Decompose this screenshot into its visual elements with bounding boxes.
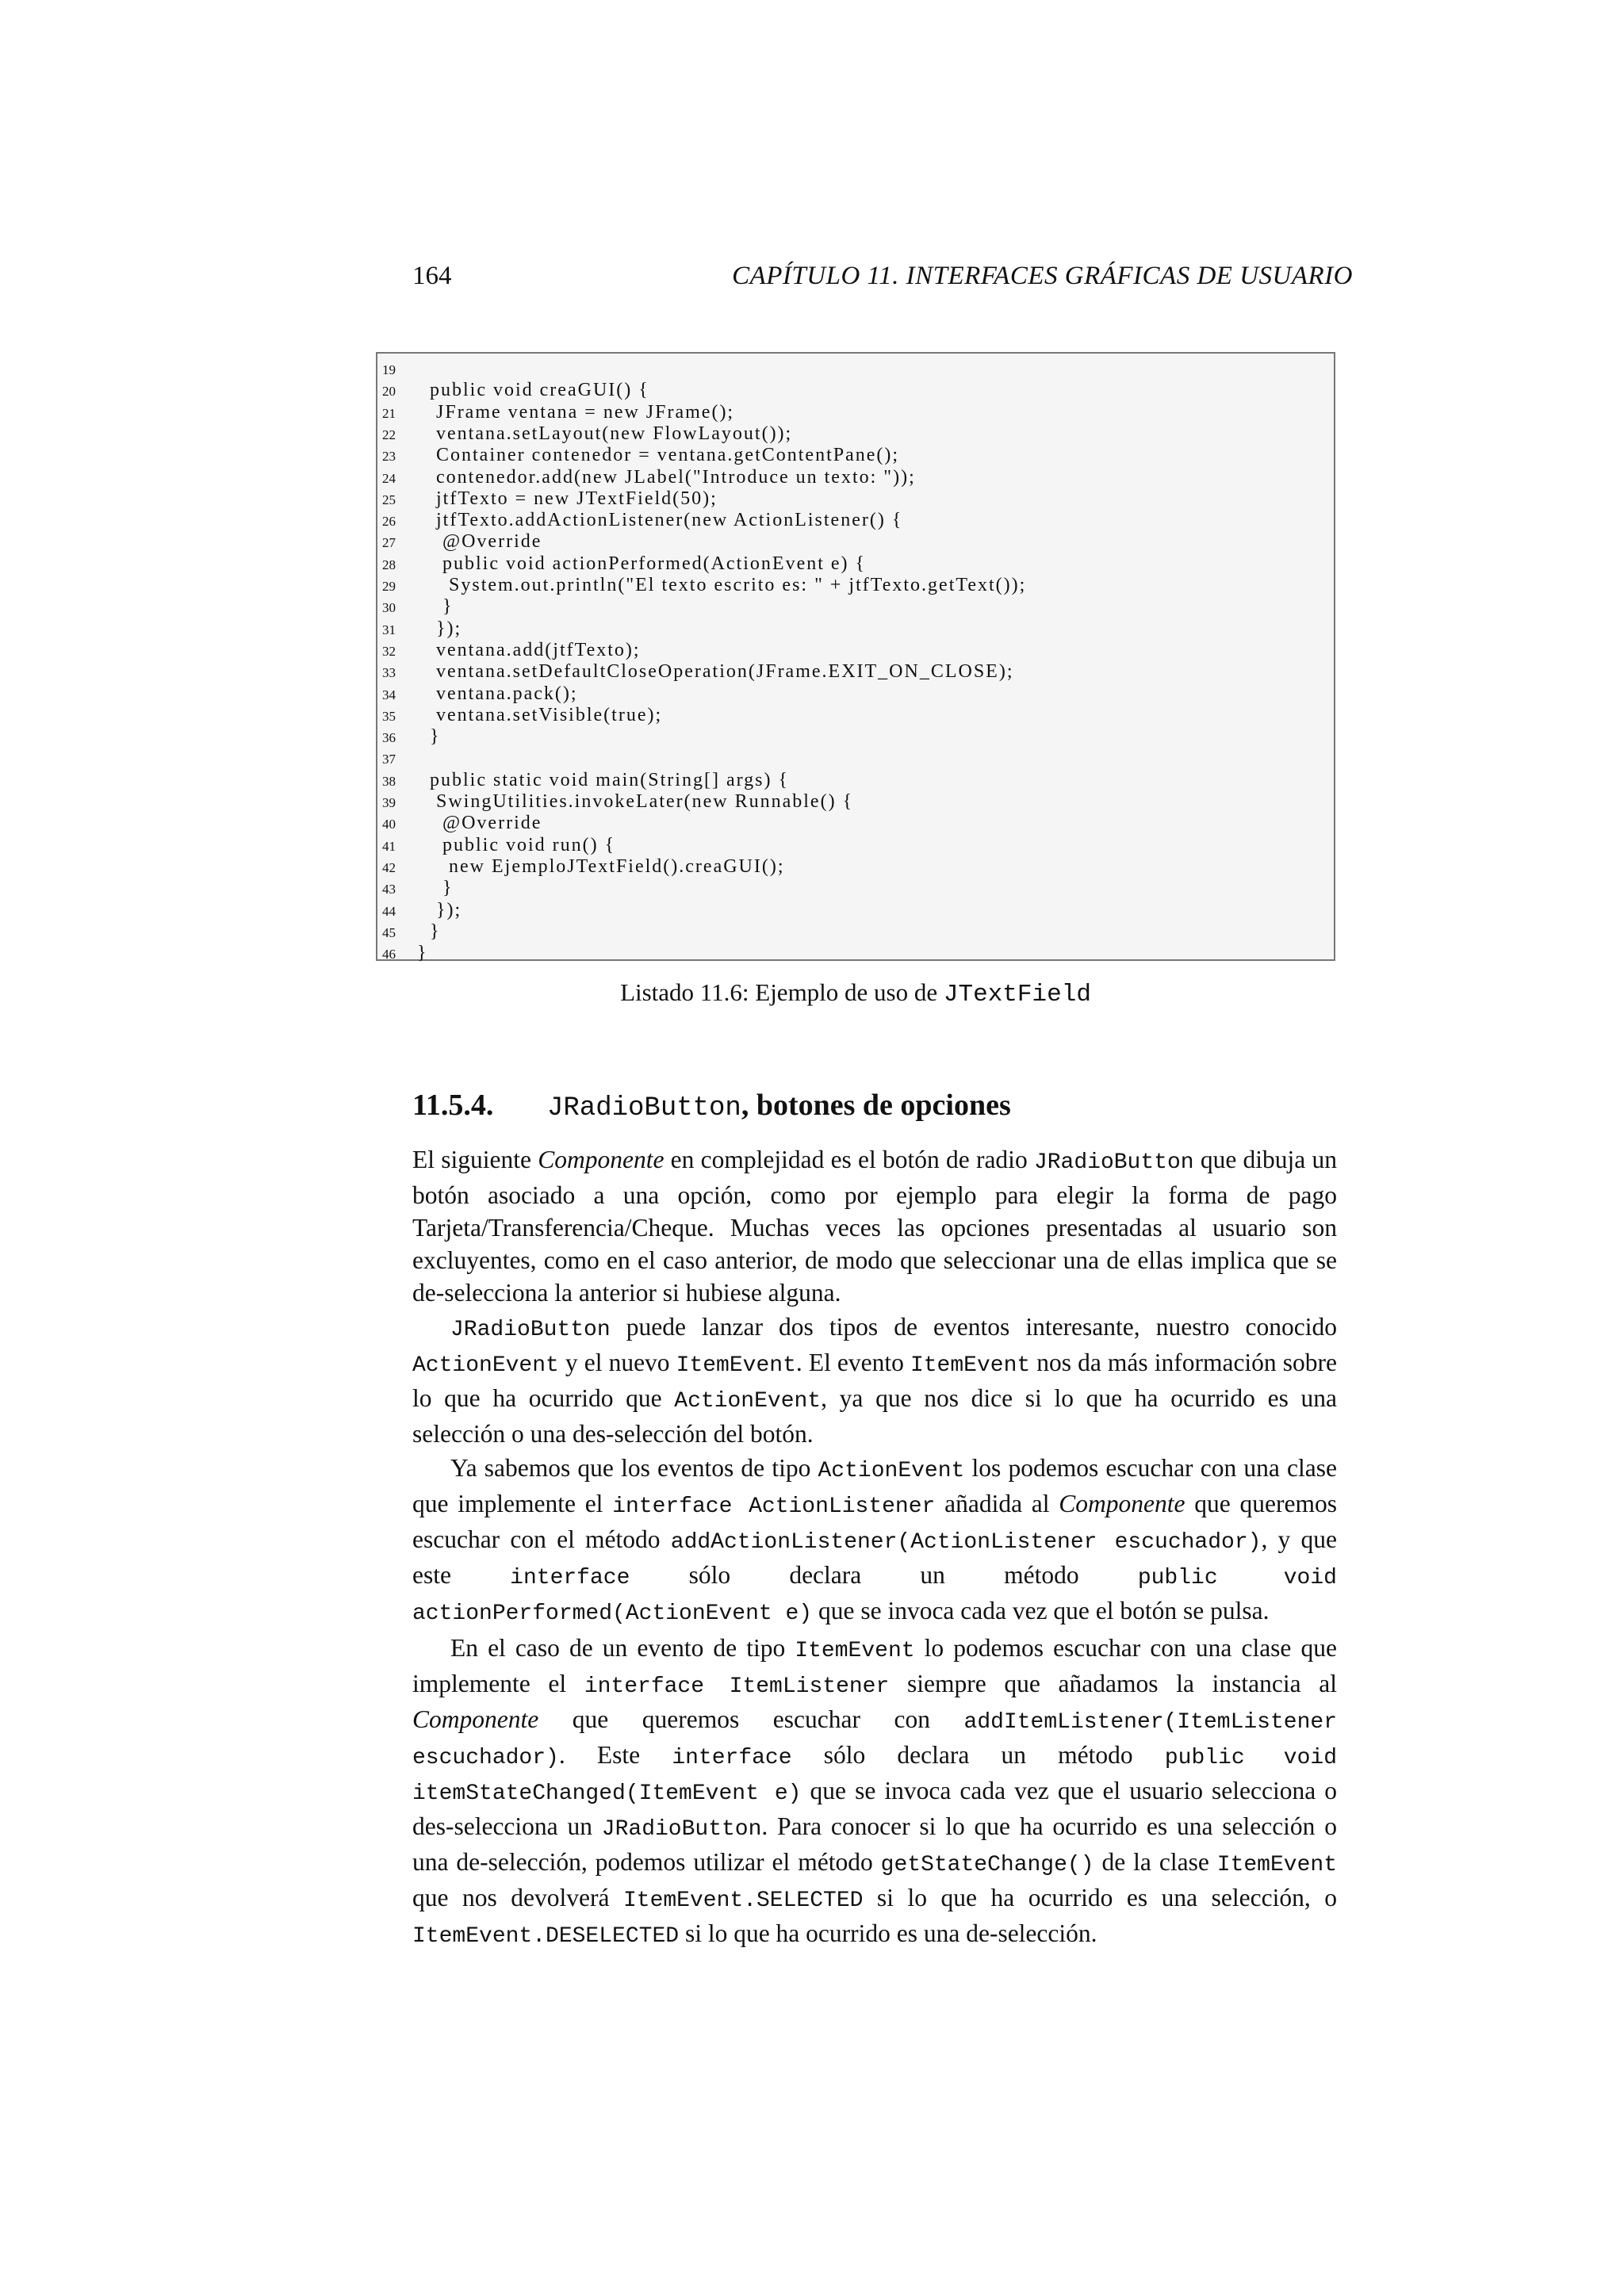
body-text xyxy=(412,1143,1337,1954)
code-text: } xyxy=(417,920,441,942)
inline-code: interface xyxy=(510,1566,630,1590)
inline-code: JRadioButton xyxy=(1033,1150,1194,1175)
code-line xyxy=(377,835,615,856)
inline-code: interface ItemListener xyxy=(584,1674,890,1699)
line-number: 22 xyxy=(382,427,396,442)
paragraph xyxy=(412,1311,1337,1450)
line-number: 23 xyxy=(382,449,396,465)
code-text: ventana.setVisible(true); xyxy=(417,704,663,725)
code-text: SwingUtilities.invokeLater(new Runnable() { xyxy=(417,791,854,812)
text-run: que queremos escuchar con el método xyxy=(412,1490,1337,1553)
line-number: 40 xyxy=(382,817,396,832)
paragraph xyxy=(412,1143,1337,1309)
inline-code: JRadioButton xyxy=(601,1817,762,1842)
code-line xyxy=(377,445,899,466)
line-number: 32 xyxy=(382,643,396,659)
text-run: Ya sabemos que los eventos de tipo xyxy=(450,1454,818,1482)
page-number: 164 xyxy=(412,262,452,290)
code-line xyxy=(377,488,718,510)
inline-code: ActionEvent xyxy=(674,1389,822,1414)
page-header xyxy=(412,262,1353,301)
code-text: jtfTexto = new JTextField(50); xyxy=(417,488,718,509)
code-text: jtfTexto.addActionListener(new ActionListener() { xyxy=(417,510,903,531)
line-number: 21 xyxy=(382,405,396,421)
code-text: JFrame ventana = new JFrame(); xyxy=(417,401,735,423)
line-number: 46 xyxy=(382,947,396,962)
code-text: contenedor.add(new JLabel("Introduce un texto: ")); xyxy=(417,466,916,488)
emphasis: Componente xyxy=(1059,1490,1185,1517)
line-number: 36 xyxy=(382,730,396,746)
code-text: public void run() { xyxy=(417,834,616,855)
inline-code: addActionListener(ActionListener escuchador) xyxy=(670,1530,1262,1555)
code-text: Container contenedor = ventana.getContentPane(); xyxy=(417,445,900,466)
text-run: nos da más información sobre lo que ha ocurrido que xyxy=(412,1349,1337,1412)
code-line xyxy=(377,900,462,921)
code-text: } xyxy=(417,726,441,748)
text-run: En el caso de un evento de tipo xyxy=(450,1634,795,1662)
text-run: puede lanzar dos tipos de eventos interesante, nuestro conocido xyxy=(610,1313,1337,1341)
inline-code: ItemEvent xyxy=(910,1353,1031,1378)
line-number: 20 xyxy=(382,384,396,400)
emphasis: Componente xyxy=(412,1705,539,1733)
text-run: , ya que nos dice si lo que ha ocurrido es una selección o una des-selección del botón. xyxy=(412,1384,1337,1448)
running-title: CAPÍTULO 11. INTERFACES GRÁFICAS DE USUARIO xyxy=(732,262,1353,290)
line-number: 26 xyxy=(382,514,396,530)
text-run: , y que este xyxy=(412,1525,1337,1589)
code-line xyxy=(377,813,542,834)
code-line xyxy=(377,423,792,445)
code-line xyxy=(377,640,641,661)
code-text: }); xyxy=(417,618,462,639)
section-number: 11.5.4. xyxy=(412,1089,494,1122)
code-text: ventana.setDefaultCloseOperation(JFrame.EXIT_ON_CLOSE); xyxy=(417,661,1014,683)
listing-caption xyxy=(376,978,1335,1008)
code-line xyxy=(377,358,417,380)
section-code: JRadioButton xyxy=(547,1093,741,1123)
code-text: @Override xyxy=(417,813,542,834)
text-run: . El evento xyxy=(795,1349,910,1376)
code-line xyxy=(377,661,1014,683)
caption-code: JTextField xyxy=(943,981,1091,1008)
inline-code: JRadioButton xyxy=(450,1318,611,1342)
code-line xyxy=(377,510,902,531)
code-line xyxy=(377,553,866,575)
code-line xyxy=(377,575,1026,596)
section-heading xyxy=(412,1088,1011,1123)
text-run: que queremos escuchar con xyxy=(538,1705,964,1733)
caption-text: Listado 11.6: Ejemplo de uso de xyxy=(620,978,944,1006)
inline-code: addItemListener(ItemListener escuchador) xyxy=(412,1710,1337,1770)
text-run: que dibuja un botón asociado a una opción, como por ejemplo para elegir la forma de pago Tarjeta/Transferencia/Cheque. Muchas veces las opciones presentadas al usuario son excluyentes, como en el caso anterior, de modo que seleccionar una de ellas implica que se de-selecciona la anterior si hubiese alguna. xyxy=(412,1146,1337,1307)
line-number: 37 xyxy=(382,752,396,767)
line-number: 31 xyxy=(382,622,396,637)
line-number: 33 xyxy=(382,665,396,681)
code-text: public static void main(String[] args) { xyxy=(417,769,790,790)
text-run: en complejidad es el botón de radio xyxy=(664,1146,1034,1173)
inline-code: ItemEvent xyxy=(1216,1853,1337,1877)
text-run: añadida al xyxy=(935,1490,1059,1517)
inline-code: ItemEvent xyxy=(676,1353,796,1378)
code-text: } xyxy=(417,943,428,964)
text-run: El siguiente xyxy=(412,1146,538,1173)
code-text: ventana.pack(); xyxy=(417,683,578,704)
text-run: si lo que ha ocurrido es una de-selección. xyxy=(679,1919,1097,1947)
code-line xyxy=(377,770,789,791)
code-line xyxy=(377,531,542,553)
code-line xyxy=(377,683,578,705)
line-number: 42 xyxy=(382,859,396,875)
code-line xyxy=(377,402,734,423)
text-run: lo podemos escuchar con una clase que implemente el xyxy=(412,1634,1337,1697)
inline-code: ItemEvent.DESELECTED xyxy=(412,1924,680,1949)
line-number: 27 xyxy=(382,535,396,551)
paragraph xyxy=(412,1632,1337,1953)
text-run: y el nuevo xyxy=(558,1349,676,1376)
code-line xyxy=(377,705,662,726)
code-text: public void actionPerformed(ActionEvent e) { xyxy=(417,553,867,574)
code-line xyxy=(377,943,428,964)
inline-code: getStateChange() xyxy=(880,1853,1094,1877)
text-run: . Para conocer si lo que ha ocurrido es una selección o una de-selección, podemos utilizar el método xyxy=(412,1812,1337,1876)
line-number: 43 xyxy=(382,882,396,897)
inline-code: public void actionPerformed(ActionEvent e) xyxy=(412,1566,1337,1626)
code-text: @Override xyxy=(417,531,542,553)
line-number: 35 xyxy=(382,708,396,724)
section-title: , botones de opciones xyxy=(741,1089,1011,1122)
line-number: 38 xyxy=(382,773,396,789)
line-number: 28 xyxy=(382,557,396,572)
code-line xyxy=(377,878,454,899)
line-number: 30 xyxy=(382,600,396,616)
inline-code: ActionEvent xyxy=(818,1459,965,1483)
emphasis: Componente xyxy=(538,1146,665,1173)
inline-code: ActionEvent xyxy=(412,1353,559,1378)
inline-code: ItemEvent xyxy=(795,1639,915,1663)
inline-code: interface ActionListener xyxy=(612,1494,936,1519)
code-line xyxy=(377,748,417,769)
text-run: siempre que añadamos la instancia al xyxy=(889,1670,1337,1697)
line-number: 44 xyxy=(382,903,396,919)
inline-code: ItemEvent.SELECTED xyxy=(622,1888,864,1913)
text-run: los podemos escuchar con una clase que implemente el xyxy=(412,1454,1337,1517)
line-number: 24 xyxy=(382,470,396,486)
code-text: public void creaGUI() { xyxy=(417,380,649,401)
code-text: System.out.println("El texto escrito es: " + jtfTexto.getText()); xyxy=(417,575,1027,595)
text-run: . Este xyxy=(558,1741,672,1769)
line-number: 45 xyxy=(382,924,396,940)
line-number: 25 xyxy=(382,492,396,507)
line-number: 29 xyxy=(382,579,396,594)
code-line xyxy=(377,467,916,488)
paragraph xyxy=(412,1452,1337,1630)
code-text: ventana.setLayout(new FlowLayout()); xyxy=(417,423,793,444)
code-text: }); xyxy=(417,899,462,920)
inline-code: interface xyxy=(672,1746,792,1770)
code-line xyxy=(377,618,462,640)
code-line xyxy=(377,380,649,401)
code-line xyxy=(377,726,441,748)
code-text: } xyxy=(417,596,454,618)
code-line xyxy=(377,921,441,943)
text-run: que nos devolverá xyxy=(412,1884,623,1911)
text-run: sólo declara un método xyxy=(791,1741,1165,1769)
text-run: que se invoca cada vez que el usuario selecciona o des-selecciona un xyxy=(412,1777,1337,1840)
inline-code: public void itemStateChanged(ItemEvent e) xyxy=(412,1746,1337,1806)
text-run: si lo que ha ocurrido es una selección, o xyxy=(863,1884,1337,1911)
code-text: new EjemploJTextField().creaGUI(); xyxy=(417,855,785,877)
code-line xyxy=(377,856,785,878)
text-run: que se invoca cada vez que el botón se pulsa. xyxy=(812,1597,1270,1624)
text-run: de la clase xyxy=(1094,1848,1217,1876)
text-run: sólo declara un método xyxy=(630,1561,1138,1589)
code-text: ventana.add(jtfTexto); xyxy=(417,639,641,660)
line-number: 41 xyxy=(382,838,396,854)
code-line xyxy=(377,791,853,813)
code-text: } xyxy=(417,878,454,899)
code-listing xyxy=(376,352,1335,964)
line-number: 39 xyxy=(382,795,396,810)
line-number: 34 xyxy=(382,687,396,702)
code-line xyxy=(377,596,454,618)
line-number: 19 xyxy=(382,362,396,377)
